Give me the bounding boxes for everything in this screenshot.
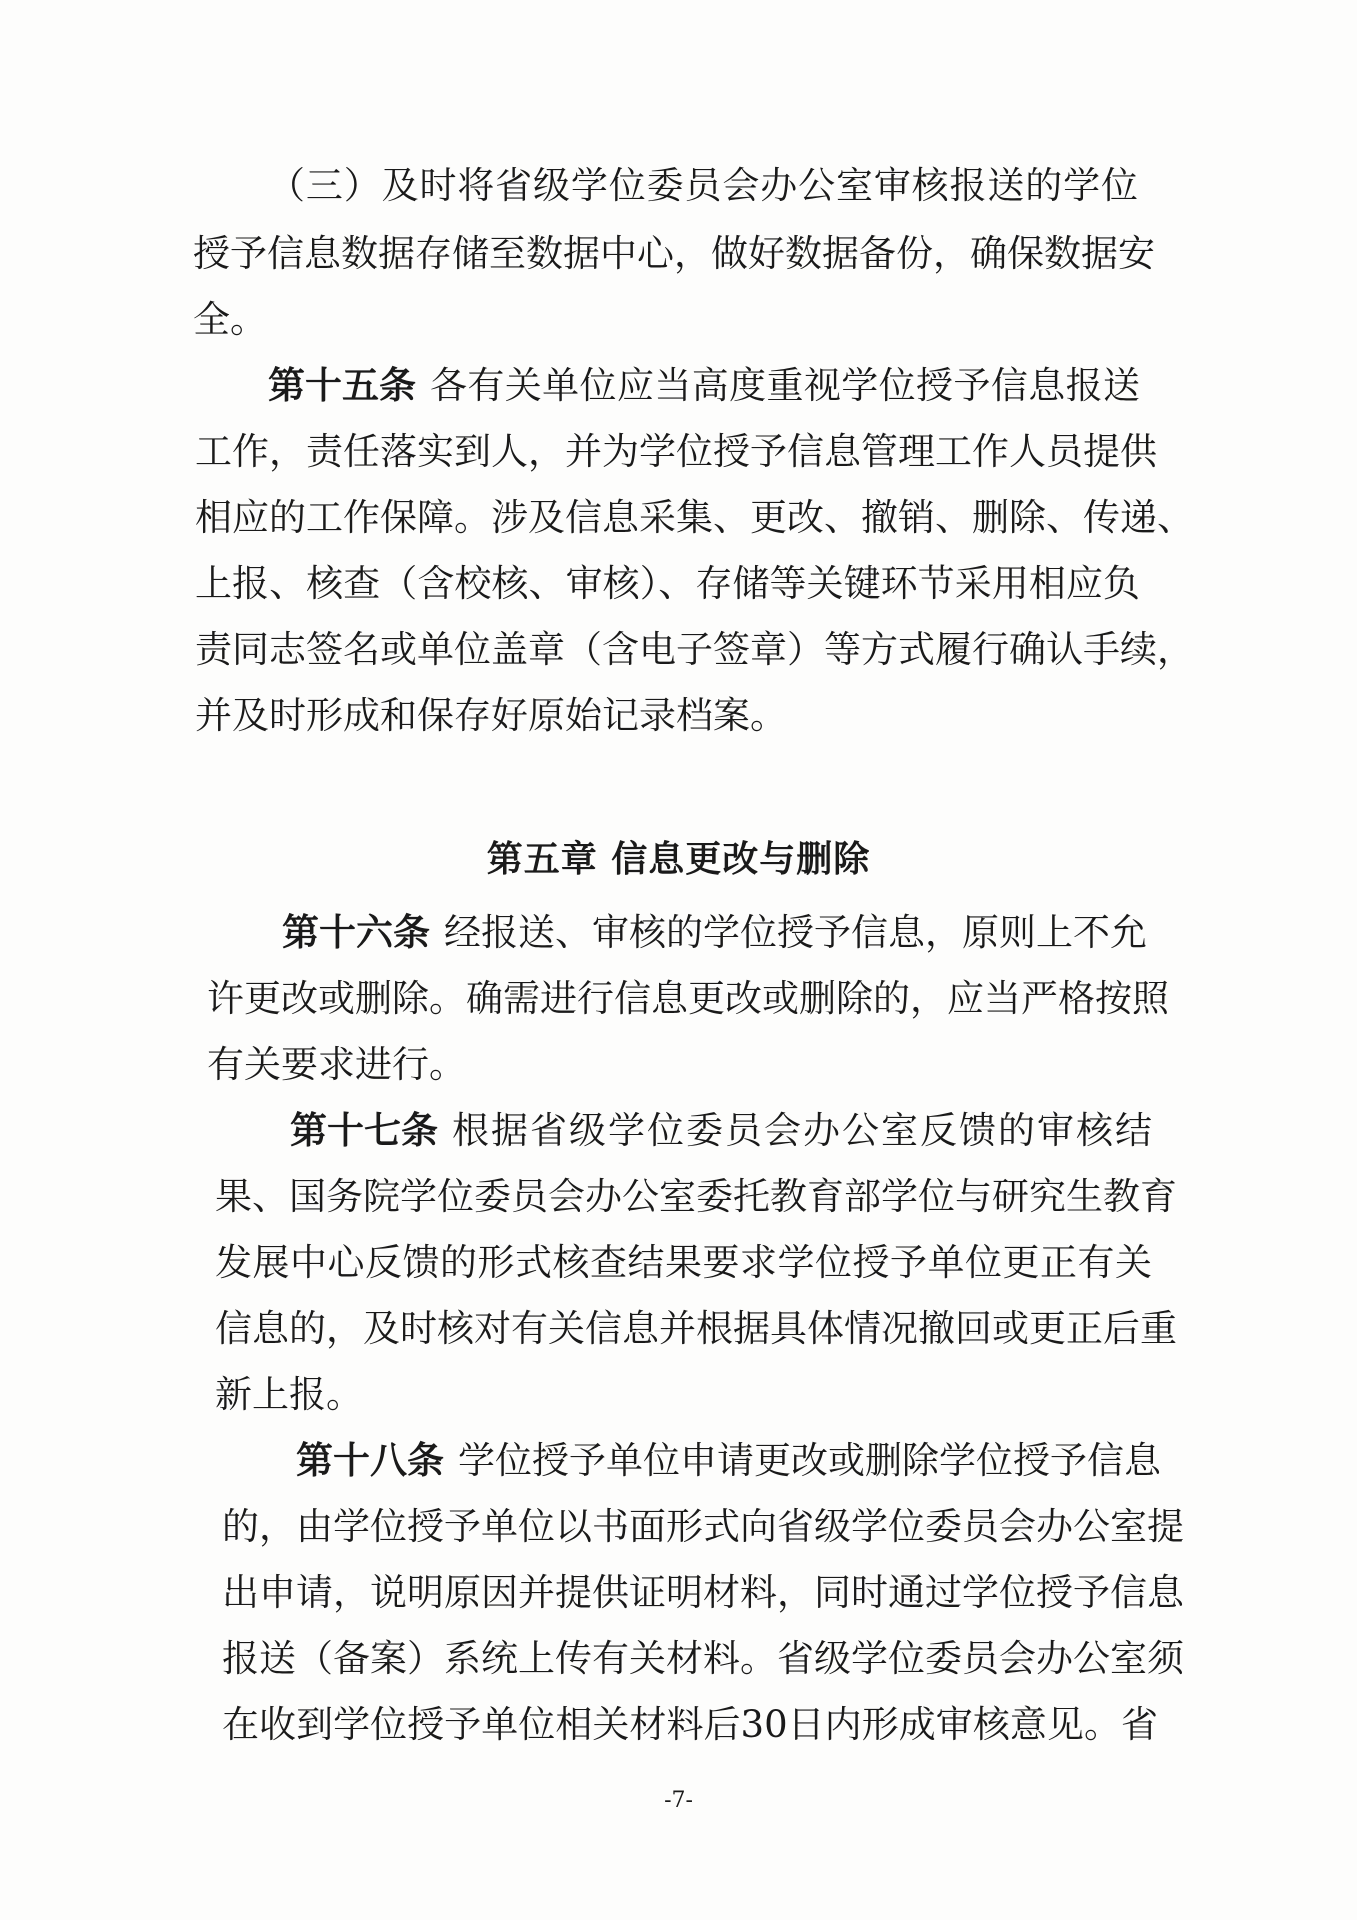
article-17-label: 第十七条 (290, 1109, 438, 1152)
chapter-heading: 第五章 信息更改与删除 (486, 839, 871, 880)
article-18-label: 第十八条 (296, 1439, 444, 1482)
article-18-line-2: 的，由学位授予单位以书面形式向省级学位委员会办公室提 (222, 1505, 1184, 1548)
article-17-line-2: 果、国务院学位委员会办公室委托教育部学位与研究生教育 (215, 1175, 1177, 1218)
article-17-line-1 (290, 1103, 1152, 1159)
article-15-line-3: 相应的工作保障。涉及信息采集、更改、撤销、删除、传递、 (195, 496, 1194, 539)
article-18-line-4: 报送（备案）系统上传有关材料。省级学位委员会办公室须 (222, 1637, 1184, 1680)
article-16-line-3: 有关要求进行。 (207, 1043, 466, 1086)
article-18-line-1 (296, 1433, 1161, 1489)
article-17-line-3: 发展中心反馈的形式核查结果要求学位授予单位更正有关 (215, 1241, 1152, 1284)
paragraph-3-line-1: （三）及时将省级学位委员会办公室审核报送的学位 (268, 164, 1138, 207)
article-17-line-4: 信息的，及时核对有关信息并根据具体情况撤回或更正后重 (215, 1307, 1177, 1350)
article-15-line-1-text: 各有关单位应当高度重视学位授予信息报送 (430, 364, 1140, 407)
article-16-line-1 (282, 905, 1147, 961)
article-16-line-2: 许更改或删除。确需进行信息更改或删除的，应当严格按照 (207, 977, 1169, 1020)
article-15-label: 第十五条 (268, 364, 416, 407)
article-15-line-4: 上报、核查（含校核、审核）、存储等关键环节采用相应负 (195, 562, 1140, 605)
article-18-line-3: 出申请，说明原因并提供证明材料，同时通过学位授予信息 (222, 1571, 1184, 1614)
article-15-line-5: 责同志签名或单位盖章（含电子签章）等方式履行确认手续， (195, 628, 1194, 671)
article-16-label: 第十六条 (282, 911, 430, 954)
paragraph-3-line-2: 授予信息数据存储至数据中心，做好数据备份，确保数据安 (193, 232, 1155, 275)
article-18-line-5: 在收到学位授予单位相关材料后30日内形成审核意见。省 (222, 1703, 1158, 1746)
article-17-line-5: 新上报。 (215, 1373, 363, 1416)
article-15-line-1 (268, 358, 1140, 414)
article-18-line-1-text: 学位授予单位申请更改或删除学位授予信息 (458, 1439, 1161, 1482)
paragraph-3-line-3: 全。 (193, 298, 267, 341)
article-15-line-6: 并及时形成和保存好原始记录档案。 (195, 694, 787, 737)
article-16-line-1-text: 经报送、审核的学位授予信息，原则上不允 (444, 911, 1147, 954)
page-number: -7- (664, 1788, 693, 1813)
article-17-line-1-text: 根据省级学位委员会办公室反馈的审核结 (452, 1109, 1152, 1152)
article-15-line-2: 工作，责任落实到人，并为学位授予信息管理工作人员提供 (195, 430, 1157, 473)
